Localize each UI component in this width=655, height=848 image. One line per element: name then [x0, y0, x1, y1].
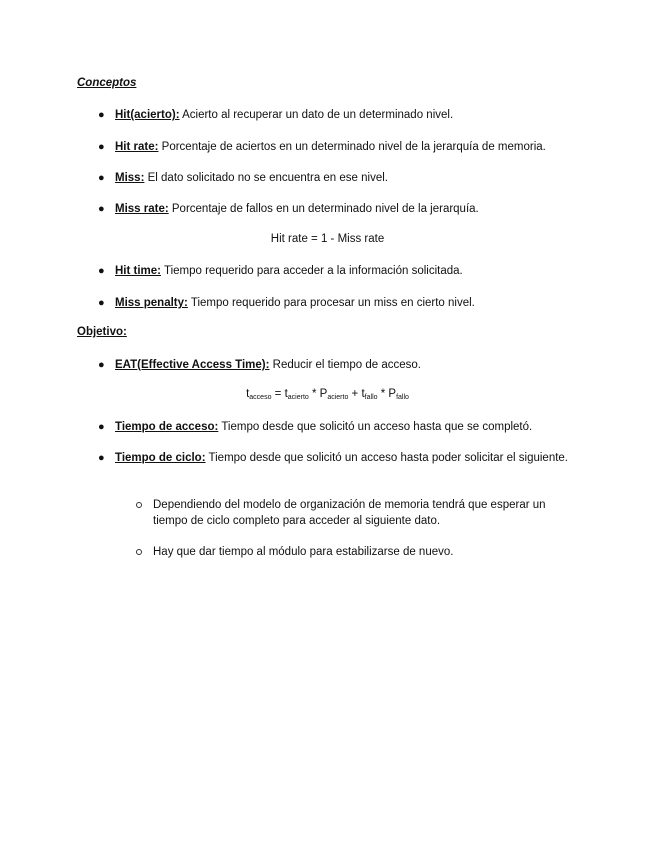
sub-item-text-modelo: Dependiendo del modelo de organización de memoria tendrá que esperar un tiempo de ciclo completo para acceder al siguiente dato.	[153, 499, 546, 527]
term-tiempo-ciclo: Tiempo de ciclo:	[115, 452, 206, 464]
bullet-icon: ●	[98, 109, 105, 121]
term-tiempo-acceso: Tiempo de acceso:	[115, 421, 219, 433]
definition-hit-rate: Porcentaje de aciertos en un determinado nivel de la jerarquía de memoria.	[158, 141, 546, 153]
bullet-icon: ●	[98, 297, 105, 309]
definition-hit: Acierto al recuperar un dato de un determinado nivel.	[179, 109, 454, 121]
term-miss-rate: Miss rate:	[115, 203, 169, 215]
hollow-bullet-icon	[136, 549, 142, 555]
term-hit-time: Hit time:	[115, 265, 161, 277]
list-item-hit-time	[98, 263, 568, 279]
list-item-hit	[98, 107, 568, 123]
definition-tiempo-acceso: Tiempo desde que solicitó un acceso hasta que se completó.	[218, 421, 533, 433]
bullet-icon: ●	[98, 265, 105, 277]
list-item-miss	[98, 170, 568, 186]
list-item-miss-penalty	[98, 295, 568, 311]
bullet-icon: ●	[98, 359, 105, 371]
definition-miss: El dato solicitado no se encuentra en ese nivel.	[144, 172, 388, 184]
definition-miss-rate: Porcentaje de fallos en un determinado nivel de la jerarquía.	[168, 203, 479, 215]
definition-eat: Reducir el tiempo de acceso.	[269, 359, 421, 371]
hollow-bullet-icon	[136, 502, 142, 508]
bullet-icon: ●	[98, 172, 105, 184]
sub-list-item-modelo	[136, 497, 566, 529]
heading-conceptos: Conceptos	[77, 77, 137, 89]
bullet-icon: ●	[98, 203, 105, 215]
list-item-tiempo-ciclo	[98, 450, 568, 466]
sub-item-text-estabilizar: Hay que dar tiempo al módulo para estabilizarse de nuevo.	[153, 546, 454, 558]
formula-hit-rate: Hit rate = 1 - Miss rate	[270, 233, 385, 245]
bullet-icon: ●	[98, 421, 105, 433]
heading-objetivo: Objetivo:	[77, 326, 127, 338]
term-miss: Miss:	[115, 172, 145, 184]
definition-miss-penalty: Tiempo requerido para procesar un miss en cierto nivel.	[187, 297, 475, 309]
list-item-tiempo-acceso	[98, 419, 568, 435]
bullet-icon: ●	[98, 452, 105, 464]
bullet-icon: ●	[98, 141, 105, 153]
list-item-eat	[98, 357, 568, 373]
formula-eat: $t_{acceso} = t_{acierto} * P_{acierto} + t_{fallo} * P_{fallo}$	[246, 388, 409, 401]
term-eat: EAT(Effective Access Time):	[115, 359, 270, 371]
term-hit-rate: Hit rate:	[115, 141, 159, 153]
definition-tiempo-ciclo: Tiempo desde que solicitó un acceso hasta poder solicitar el siguiente.	[205, 452, 568, 464]
term-hit: Hit(acierto):	[115, 109, 180, 121]
term-miss-penalty: Miss penalty:	[115, 297, 188, 309]
definition-hit-time: Tiempo requerido para acceder a la información solicitada.	[161, 265, 463, 277]
list-item-hit-rate	[98, 139, 568, 155]
sub-list-item-estabilizar	[136, 544, 566, 560]
list-item-miss-rate	[98, 201, 568, 217]
